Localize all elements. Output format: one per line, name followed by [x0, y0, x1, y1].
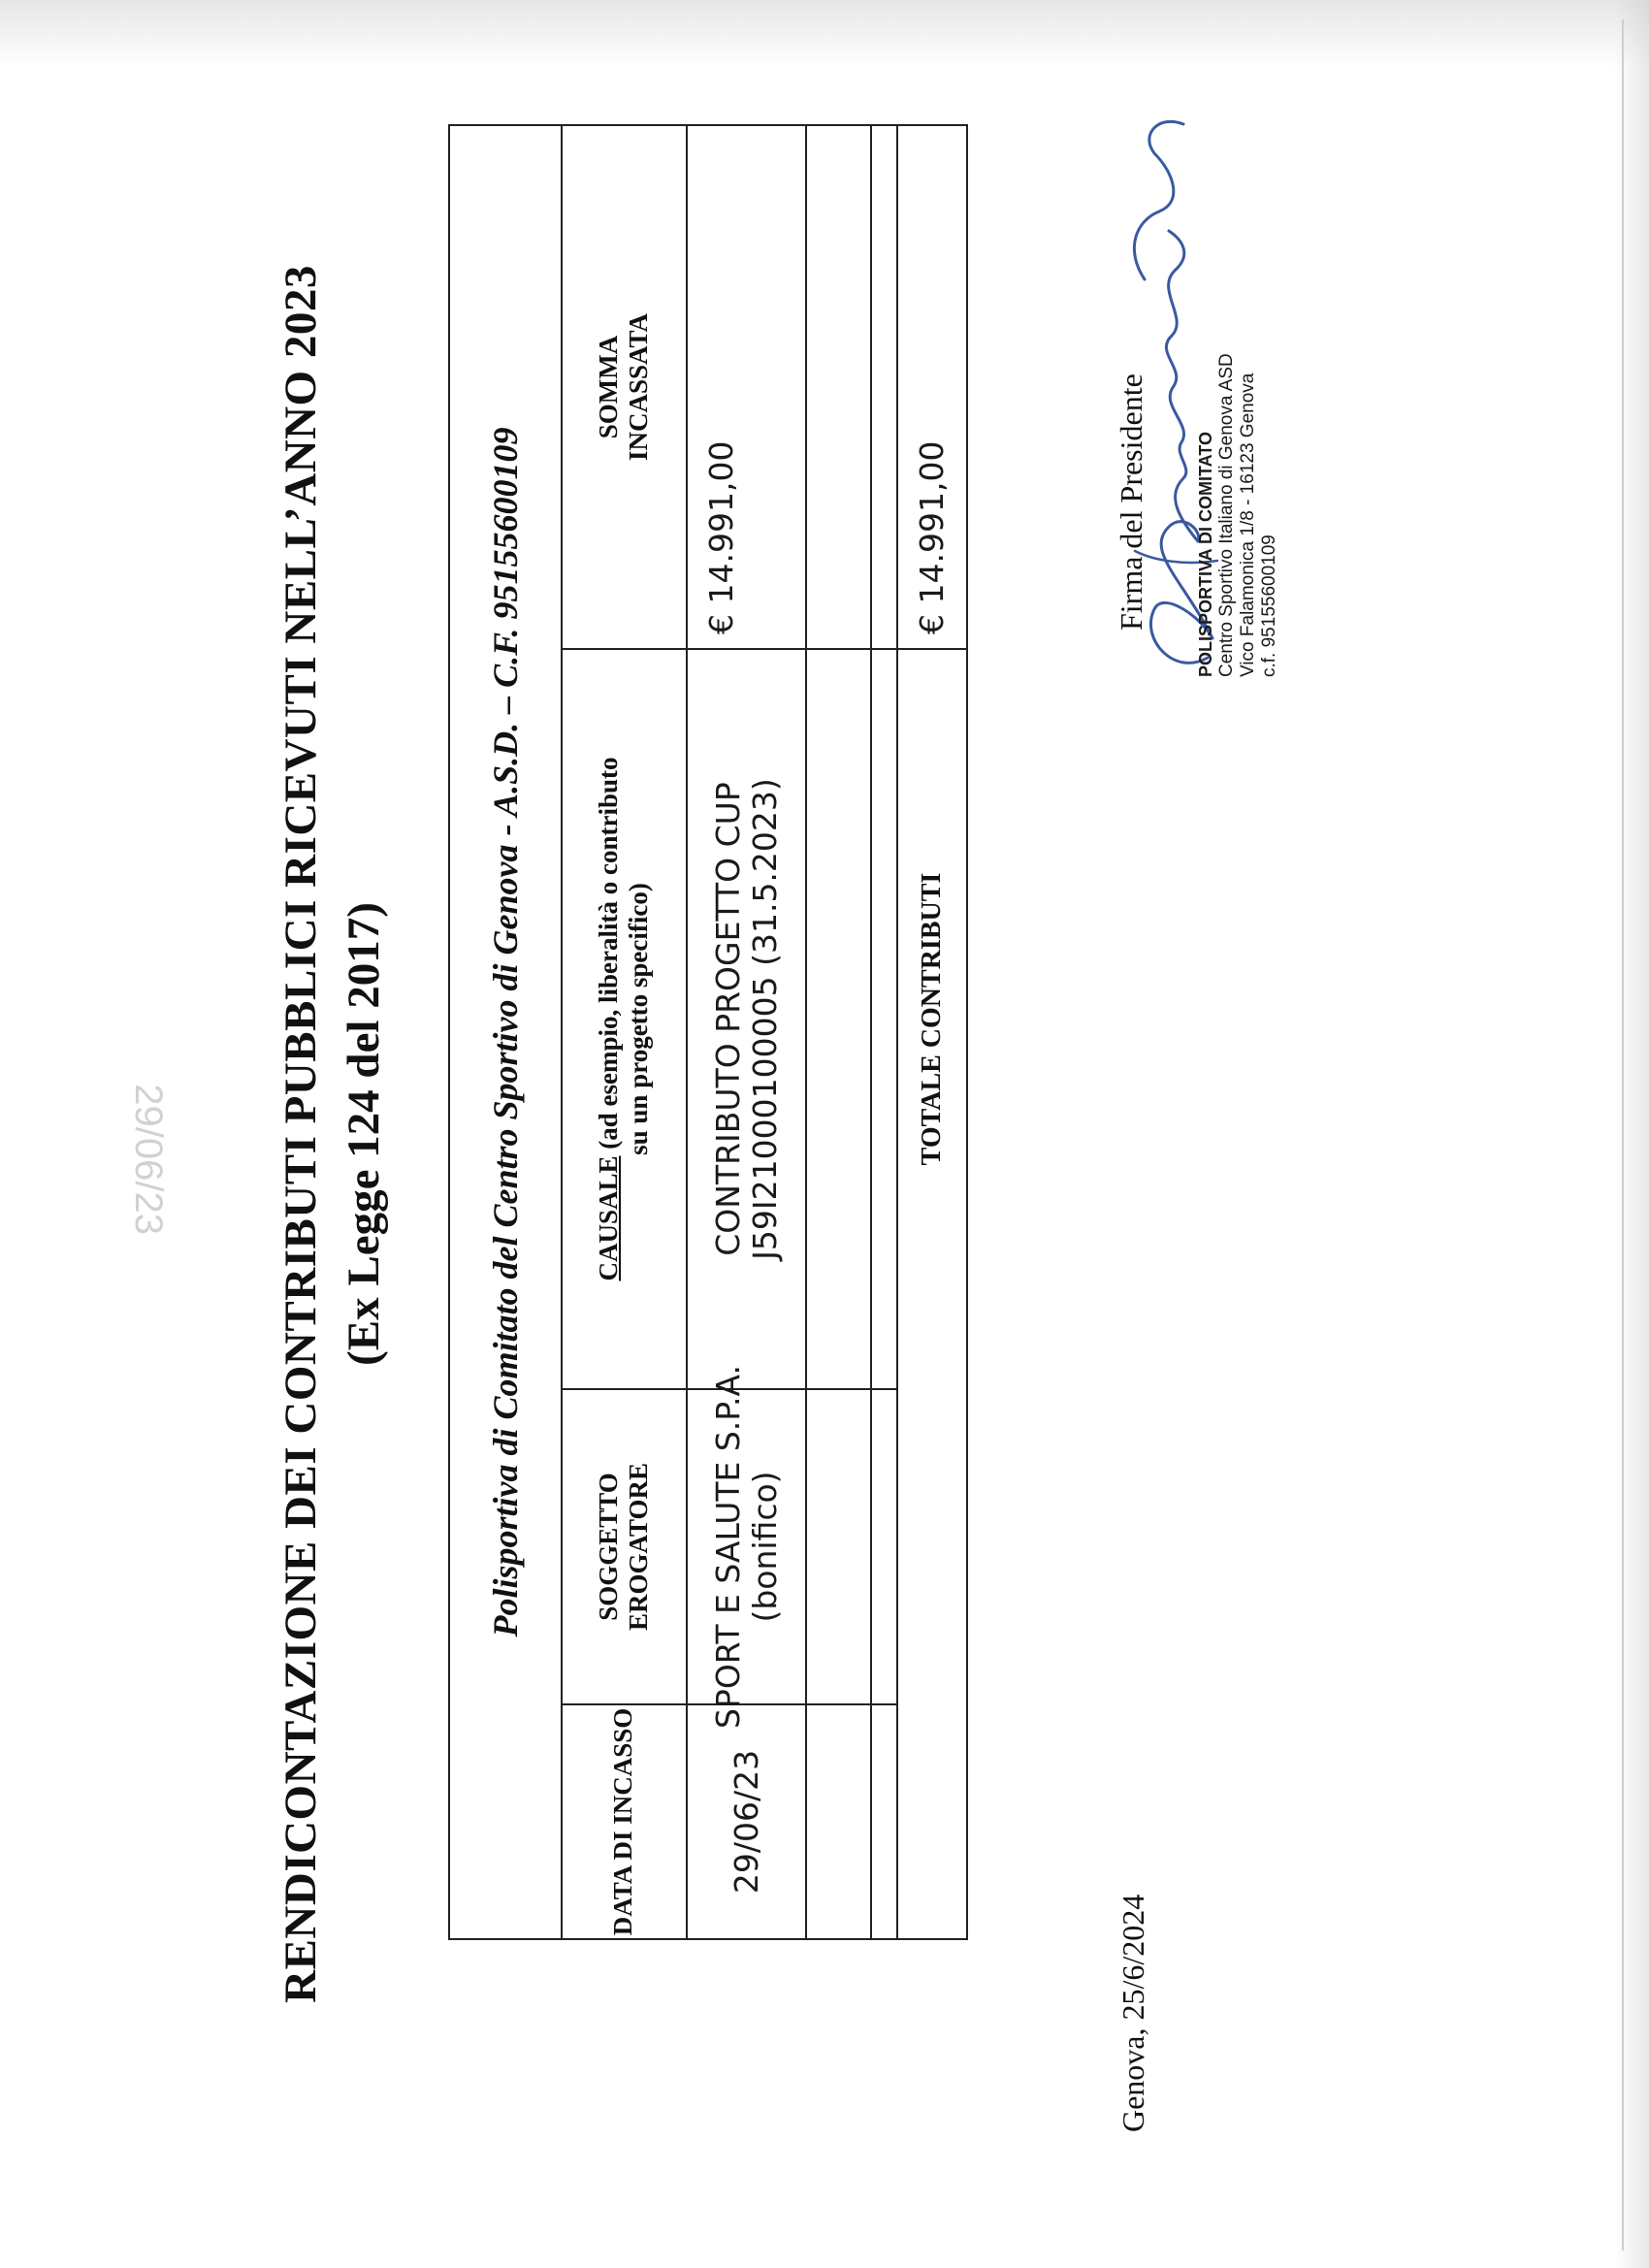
header-provider: SOGGETTO EROGATORE [593, 1462, 653, 1632]
header-date: DATA DI INCASSO [608, 1707, 637, 1936]
row-provider-line-2: (bonifico) [745, 1471, 784, 1623]
stamp-line-2: Centro Sportivo Italiano di Genova ASD [1216, 353, 1237, 677]
row-reason-line-2: J59I21000100005 (31.5.2023) [745, 778, 784, 1260]
document-subtitle: (Ex Legge 124 del 2017) [339, 902, 389, 1366]
stamp-line-3: Vico Falamonica 1/8 - 16123 Genova [1238, 373, 1258, 677]
header-reason-line-1 [594, 758, 624, 1281]
row-provider [688, 1364, 805, 1730]
place-date: Genova, 25/6/2024 [1116, 1894, 1150, 2132]
stamp-line-4: c.f. 95155600109 [1259, 535, 1279, 677]
row-reason [688, 650, 805, 1388]
signature-title: Firma del Presidente [1114, 373, 1148, 631]
association-stamp [1195, 353, 1280, 677]
row-reason-line-1: CONTRIBUTO PROGETTO CUP [708, 782, 747, 1256]
header-reason-rest: (ad esempio, liberalità o contributo [593, 757, 623, 1156]
header-amount-line-2: INCASSATA [623, 312, 653, 462]
stamp-line-1: POLISPORTIVA DI COMITATO [1196, 431, 1215, 677]
contributions-table [448, 124, 968, 1940]
header-reason-bold: CAUSALE [593, 1155, 623, 1281]
document-title: RENDICONTAZIONE DEI CONTRIBUTI PUBBLICI RICEVUTI NELL’ANNO 2023 [275, 265, 326, 2003]
total-label: TOTALE CONTRIBUTI [917, 872, 947, 1166]
header-amount [561, 126, 686, 648]
total-amount: € 14.991,00 [913, 440, 951, 634]
header-reason [561, 650, 686, 1388]
table-rule [870, 126, 872, 1938]
row-date: 29/06/23 [727, 1749, 765, 1895]
row-amount: € 14.991,00 [702, 440, 740, 634]
row-provider-line-1: SPORT E SALUTE S.P.A. [708, 1364, 747, 1730]
faint-date-stamp: 29/06/23 [127, 1084, 170, 1235]
header-amount-line-1: SOMMA [593, 335, 623, 439]
organization-line: Polisportiva di Comitato del Centro Sportivo di Genova - A.S.D. – C.F. 95155600109 [486, 427, 525, 1637]
table-rule [805, 126, 807, 1938]
header-reason-line-2: su un progetto specifico) [623, 883, 653, 1155]
